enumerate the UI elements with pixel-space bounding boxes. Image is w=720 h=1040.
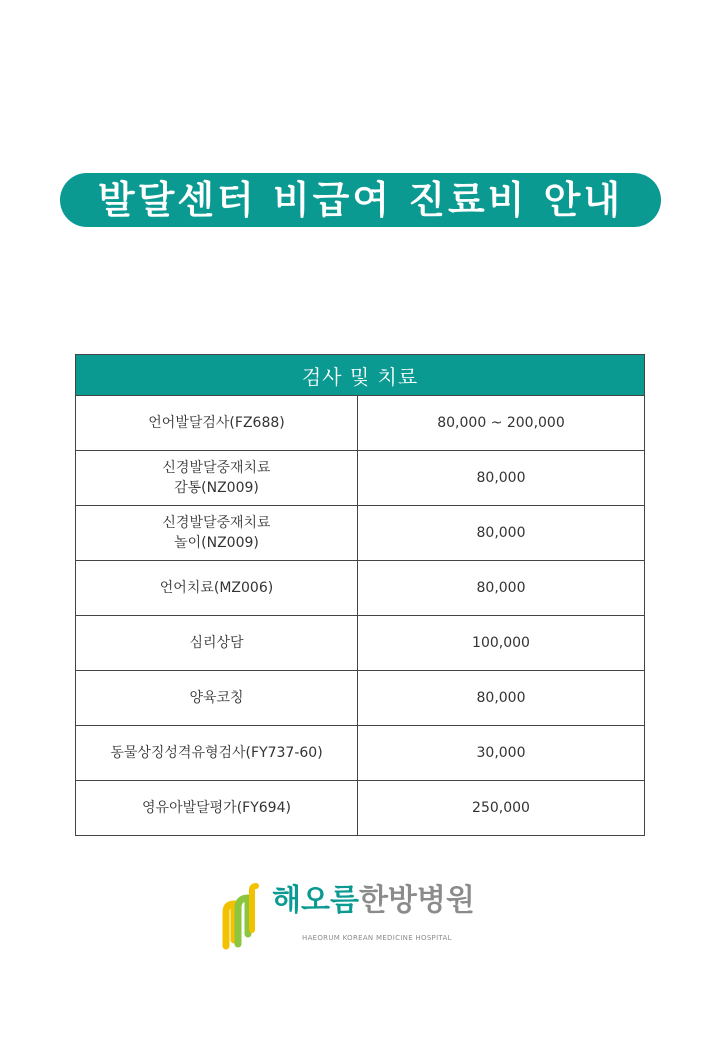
service-name: 양육코칭	[189, 690, 244, 706]
service-name: 언어치료(MZ006)	[159, 580, 274, 596]
table-header: 검사 및 치료	[76, 355, 645, 396]
table-row	[76, 506, 645, 561]
page-title: 발달센터 비급여 진료비 안내	[97, 178, 624, 222]
logo-subtitle: HAEORUM KOREAN MEDICINE HOSPITAL	[302, 934, 452, 942]
price-cell: 80,000	[358, 451, 645, 506]
service-name-cell	[76, 616, 358, 671]
price-cell: 80,000	[358, 561, 645, 616]
service-name: 영유아발달평가(FY694)	[142, 800, 291, 816]
service-name: 신경발달중재치료	[162, 515, 271, 531]
hospital-logo	[218, 882, 508, 952]
service-name: 신경발달중재치료	[162, 460, 271, 476]
price-cell: 80,000 ~ 200,000	[358, 396, 645, 451]
service-name-cell	[76, 451, 358, 506]
price-cell: 100,000	[358, 616, 645, 671]
fee-table	[75, 354, 645, 836]
service-name-cell	[76, 726, 358, 781]
fee-table-body	[76, 396, 645, 836]
table-row	[76, 451, 645, 506]
service-name-cell	[76, 561, 358, 616]
service-name: 놀이(NZ009)	[174, 535, 259, 551]
table-row	[76, 396, 645, 451]
service-name-cell	[76, 506, 358, 561]
service-name-cell	[76, 396, 358, 451]
service-name: 심리상담	[189, 635, 244, 651]
table-header-row	[76, 355, 645, 396]
service-name: 감통(NZ009)	[174, 480, 259, 496]
table-row	[76, 781, 645, 836]
table-row	[76, 671, 645, 726]
service-name: 언어발달검사(FZ688)	[148, 415, 285, 431]
table-row	[76, 726, 645, 781]
logo-name-part2: 한방병원	[358, 883, 475, 918]
service-name: 동물상징성격유형검사(FY737-60)	[110, 745, 323, 761]
title-banner	[60, 173, 661, 227]
service-name-cell	[76, 781, 358, 836]
price-cell: 80,000	[358, 671, 645, 726]
logo-mark-icon	[218, 882, 264, 950]
logo-name-part1: 해오름	[272, 883, 359, 918]
logo-name	[272, 883, 475, 918]
price-cell: 30,000	[358, 726, 645, 781]
price-cell: 80,000	[358, 506, 645, 561]
service-name-cell	[76, 671, 358, 726]
table-row	[76, 561, 645, 616]
price-cell: 250,000	[358, 781, 645, 836]
table-row	[76, 616, 645, 671]
